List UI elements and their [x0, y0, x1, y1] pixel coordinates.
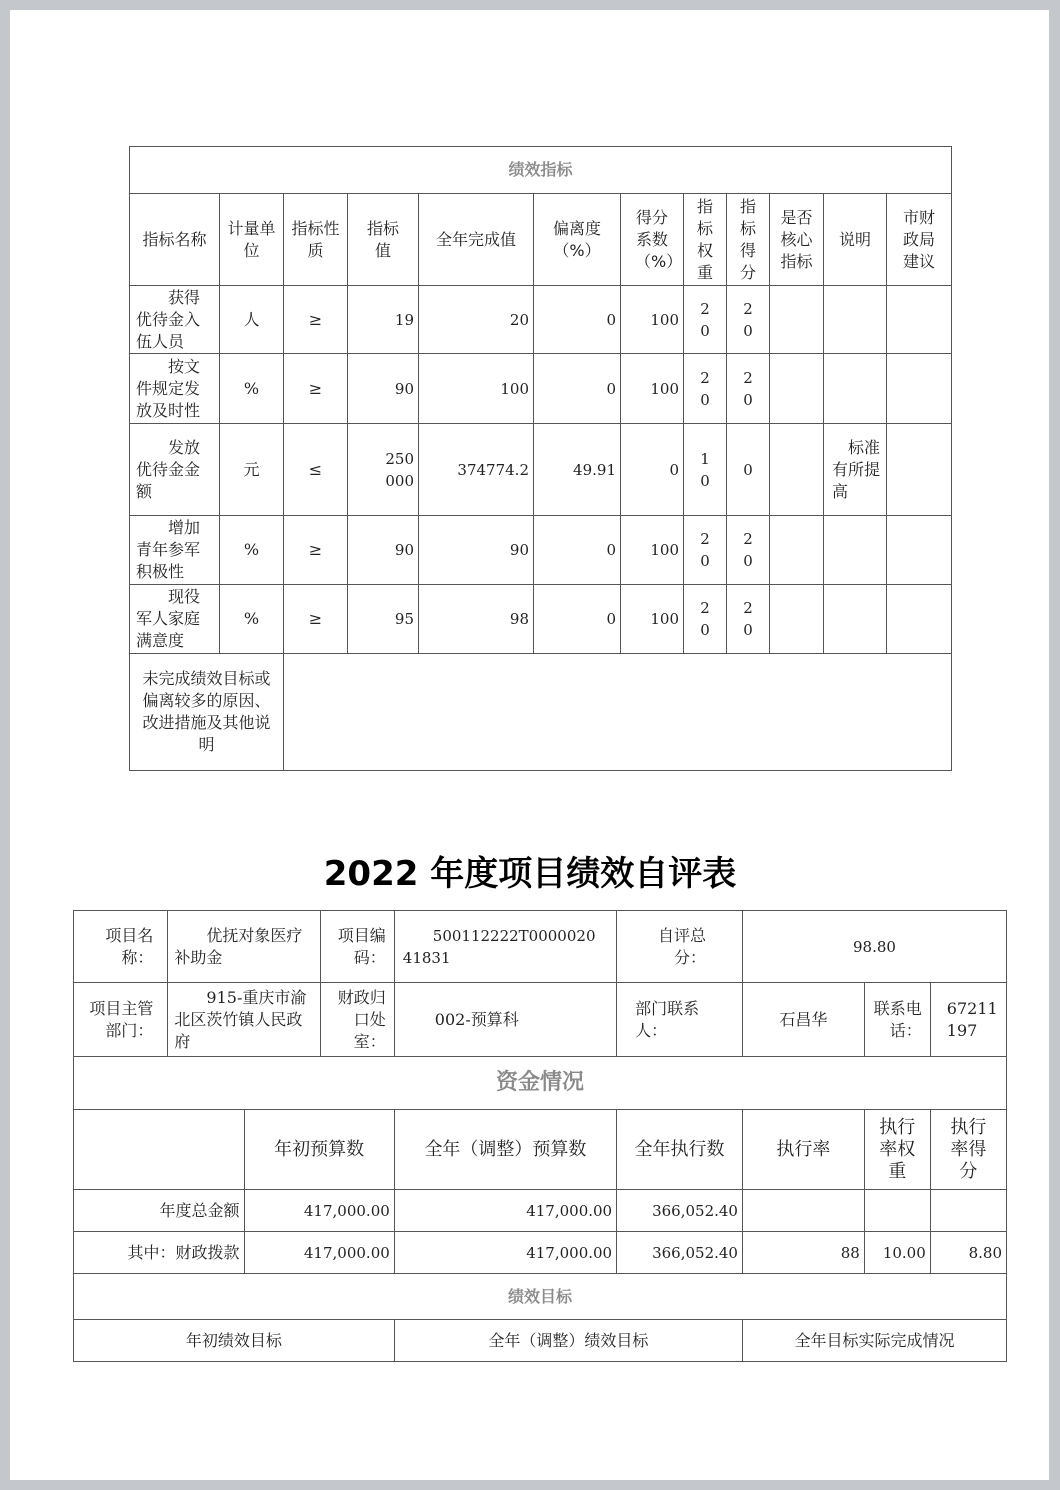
funds-header-cell: 执行率权重 — [864, 1110, 930, 1190]
funds-value-cell: 366,052.40 — [617, 1232, 743, 1274]
core-flag-cell — [770, 286, 824, 354]
indicator-header-row — [130, 194, 952, 286]
score-coef-cell: 100 — [621, 585, 684, 654]
funds-row-label: 年度总金额 — [74, 1190, 245, 1232]
advice-cell — [887, 354, 952, 424]
weight-cell: 20 — [684, 286, 727, 354]
target-value-cell: 95 — [348, 585, 419, 654]
funds-section-title: 资金情况 — [74, 1057, 1007, 1110]
dept-label: 项目主管部门： — [74, 983, 168, 1057]
actual-value-cell: 100 — [419, 354, 534, 424]
funds-value-cell: 10.00 — [864, 1232, 930, 1274]
actual-value-cell: 374774.2 — [419, 424, 534, 516]
funds-row — [74, 1190, 1007, 1232]
document-page — [10, 10, 1049, 1480]
indicator-row — [130, 424, 952, 516]
header-cell: 得分系数（%） — [621, 194, 684, 286]
target-value-cell: 250000 — [348, 424, 419, 516]
nature-cell: ≤ — [284, 424, 348, 516]
funds-value-cell: 417,000.00 — [394, 1190, 616, 1232]
nature-cell: ≥ — [284, 286, 348, 354]
advice-cell — [887, 585, 952, 654]
core-flag-cell — [770, 585, 824, 654]
funds-value-cell: 8.80 — [930, 1232, 1006, 1274]
funds-value-cell — [742, 1190, 864, 1232]
header-cell: 指标得分 — [727, 194, 770, 286]
indicator-row — [130, 286, 952, 354]
note-cell — [824, 516, 887, 585]
finance-office-value: 002-预算科 — [394, 983, 616, 1057]
weight-cell: 20 — [684, 516, 727, 585]
funds-value-cell — [930, 1190, 1006, 1232]
contact-label: 部门联系人： — [617, 983, 743, 1057]
indicator-name-cell: 按文件规定发放及时性 — [130, 354, 220, 424]
funds-header-cell: 执行率得分 — [930, 1110, 1006, 1190]
target-value-cell: 90 — [348, 354, 419, 424]
project-code-label: 项目编码： — [320, 911, 394, 983]
score-coef-cell: 100 — [621, 354, 684, 424]
score-cell: 20 — [727, 516, 770, 585]
page-title: 2022 年度项目绩效自评表 — [323, 854, 737, 894]
header-cell: 计量单位 — [220, 194, 284, 286]
score-cell: 20 — [727, 585, 770, 654]
funds-header-cell: 年初预算数 — [244, 1110, 394, 1190]
indicator-name-cell: 获得优待金入伍人员 — [130, 286, 220, 354]
header-cell: 指标性质 — [284, 194, 348, 286]
note-cell — [824, 585, 887, 654]
score-cell: 20 — [727, 354, 770, 424]
header-cell: 市财政局建议 — [887, 194, 952, 286]
dept-value: 915-重庆市渝北区茨竹镇人民政府 — [168, 983, 320, 1057]
indicator-name-cell: 发放优待金金额 — [130, 424, 220, 516]
project-name-value: 优抚对象医疗补助金 — [168, 911, 320, 983]
nature-cell: ≥ — [284, 516, 348, 585]
project-name-label: 项目名称： — [74, 911, 168, 983]
deviation-cell: 0 — [534, 286, 621, 354]
goals-header-cell: 全年目标实际完成情况 — [742, 1320, 1006, 1362]
funds-header-row — [74, 1110, 1007, 1190]
funds-value-cell: 417,000.00 — [244, 1190, 394, 1232]
funds-row-label: 其中：财政拨款 — [74, 1232, 245, 1274]
score-coef-cell: 100 — [621, 286, 684, 354]
header-cell: 偏离度（%） — [534, 194, 621, 286]
indicator-row — [130, 516, 952, 585]
core-flag-cell — [770, 424, 824, 516]
goals-header-row — [74, 1320, 1007, 1362]
unit-cell: % — [220, 354, 284, 424]
funds-value-cell: 366,052.40 — [617, 1190, 743, 1232]
note-cell: 标准有所提高 — [824, 424, 887, 516]
funds-row — [74, 1232, 1007, 1274]
score-cell: 20 — [727, 286, 770, 354]
target-value-cell: 19 — [348, 286, 419, 354]
header-cell: 指标权重 — [684, 194, 727, 286]
unit-cell: 人 — [220, 286, 284, 354]
score-coef-cell: 0 — [621, 424, 684, 516]
weight-cell: 20 — [684, 354, 727, 424]
goals-header-cell: 年初绩效目标 — [74, 1320, 395, 1362]
score-cell: 0 — [727, 424, 770, 516]
indicator-name-cell: 现役军人家庭满意度 — [130, 585, 220, 654]
deviation-cell: 0 — [534, 585, 621, 654]
phone-value: 67211197 — [930, 983, 1006, 1057]
weight-cell: 20 — [684, 585, 727, 654]
advice-cell — [887, 424, 952, 516]
target-value-cell: 90 — [348, 516, 419, 585]
score-coef-cell: 100 — [621, 516, 684, 585]
header-cell: 指标名称 — [130, 194, 220, 286]
self-score-label: 自评总分： — [617, 911, 743, 983]
weight-cell: 10 — [684, 424, 727, 516]
deviation-cell: 49.91 — [534, 424, 621, 516]
deviation-cell: 0 — [534, 354, 621, 424]
actual-value-cell: 90 — [419, 516, 534, 585]
funds-value-cell: 88 — [742, 1232, 864, 1274]
funds-value-cell: 417,000.00 — [394, 1232, 616, 1274]
project-code-value: 500112222T000002041831 — [394, 911, 616, 983]
core-flag-cell — [770, 516, 824, 585]
indicator-section-title: 绩效指标 — [130, 147, 952, 194]
indicator-row — [130, 585, 952, 654]
nature-cell: ≥ — [284, 585, 348, 654]
funds-value-cell — [864, 1190, 930, 1232]
contact-value: 石昌华 — [742, 983, 864, 1057]
phone-label: 联系电话： — [864, 983, 930, 1057]
actual-value-cell: 98 — [419, 585, 534, 654]
funds-header-cell: 执行率 — [742, 1110, 864, 1190]
finance-office-label: 财政归口处室： — [320, 983, 394, 1057]
advice-cell — [887, 516, 952, 585]
advice-cell — [887, 286, 952, 354]
funds-header-cell — [74, 1110, 245, 1190]
header-cell: 指标值 — [348, 194, 419, 286]
unit-cell: % — [220, 516, 284, 585]
goals-header-cell: 全年（调整）绩效目标 — [394, 1320, 742, 1362]
header-cell: 说明 — [824, 194, 887, 286]
self-evaluation-table — [73, 910, 1007, 1362]
note-cell — [824, 286, 887, 354]
actual-value-cell: 20 — [419, 286, 534, 354]
unit-cell: % — [220, 585, 284, 654]
indicator-row — [130, 354, 952, 424]
note-cell — [824, 354, 887, 424]
funds-header-cell: 全年（调整）预算数 — [394, 1110, 616, 1190]
goals-section-title: 绩效目标 — [74, 1274, 1007, 1320]
indicator-table — [129, 146, 952, 771]
header-cell: 全年完成值 — [419, 194, 534, 286]
deviation-cell: 0 — [534, 516, 621, 585]
funds-header-cell: 全年执行数 — [617, 1110, 743, 1190]
remark-value — [284, 654, 952, 771]
remark-label: 未完成绩效目标或偏离较多的原因、改进措施及其他说明 — [130, 654, 284, 771]
header-cell: 是否核心指标 — [770, 194, 824, 286]
unit-cell: 元 — [220, 424, 284, 516]
core-flag-cell — [770, 354, 824, 424]
indicator-name-cell: 增加青年参军积极性 — [130, 516, 220, 585]
funds-value-cell: 417,000.00 — [244, 1232, 394, 1274]
self-score-value: 98.80 — [742, 911, 1006, 983]
nature-cell: ≥ — [284, 354, 348, 424]
